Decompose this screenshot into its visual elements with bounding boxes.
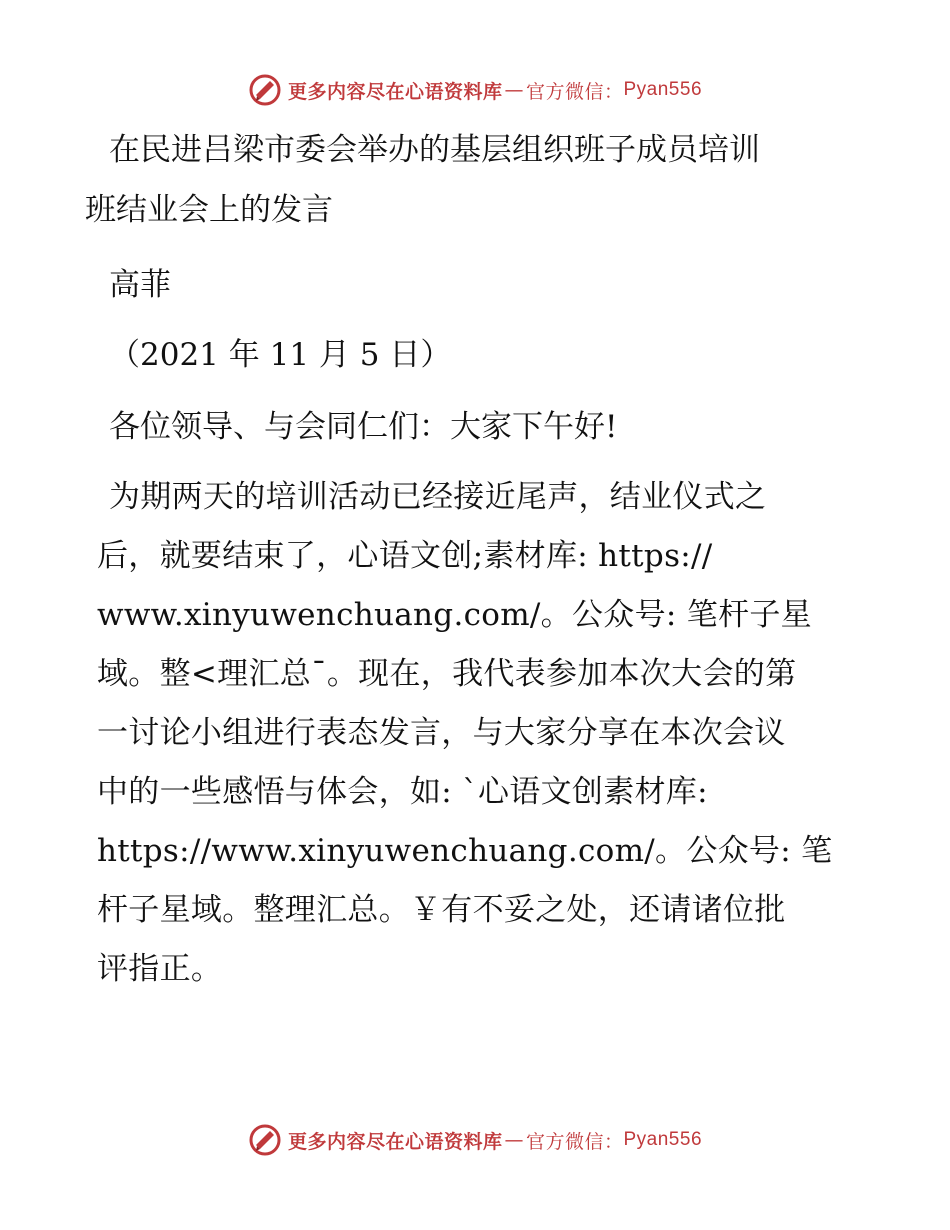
seal-logo-icon <box>248 73 282 107</box>
watermark-wechat-label: 官方微信： <box>525 1130 624 1153</box>
watermark-main-text: 更多内容尽在心语资料库 <box>287 1130 503 1153</box>
footer-watermark <box>0 1120 950 1160</box>
author-name: 高菲 <box>109 267 171 303</box>
body-line: 评指正。 <box>97 951 223 987</box>
body-line: 中的一些感悟与体会，如: `心语文创素材库: <box>97 774 708 810</box>
body-line: 后，就要结束了，心语文创;素材库: https:// <box>97 538 713 574</box>
body-line: www.xinyuwenchuang.com/。公众号: 笔杆子星 <box>97 597 812 633</box>
title-line-1: 在民进吕梁市委会举办的基层组织班子成员培训 <box>109 132 760 168</box>
watermark-dash: — <box>504 79 524 101</box>
body-line: 为期两天的培训活动已经接近尾声，结业仪式之 <box>109 479 767 515</box>
header-watermark <box>0 70 950 110</box>
body-paragraph <box>97 468 857 999</box>
watermark-wechat-label: 官方微信： <box>525 80 624 103</box>
title-line-2: 班结业会上的发言 <box>85 192 333 228</box>
watermark-main-text: 更多内容尽在心语资料库 <box>287 80 503 103</box>
body-line: 域。整<理汇总¯。现在，我代表参加本次大会的第 <box>97 656 797 692</box>
watermark-dash: — <box>504 1129 524 1151</box>
seal-logo-icon <box>248 1123 282 1157</box>
greeting: 各位领导、与会同仁们：大家下午好! <box>109 409 618 445</box>
watermark-wechat-id: Pyan556 <box>623 79 703 100</box>
document-body <box>85 120 857 999</box>
document-date: （2021 年 11 月 5 日） <box>109 337 452 373</box>
body-line: 杆子星域。整理汇总。￥有不妥之处，还请诸位批 <box>97 892 786 928</box>
document-title <box>85 120 857 240</box>
watermark-wechat-id: Pyan556 <box>623 1129 703 1150</box>
body-line: 一讨论小组进行表态发言，与大家分享在本次会议 <box>97 715 786 751</box>
body-line: https://www.xinyuwenchuang.com/。公众号: 笔 <box>97 833 833 869</box>
